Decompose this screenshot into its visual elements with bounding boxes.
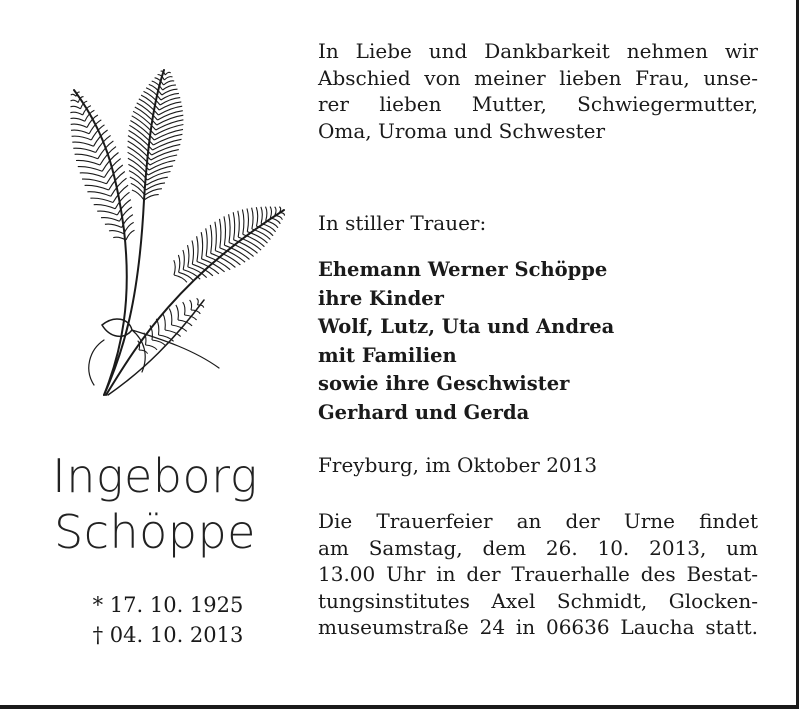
fern-leaflet	[163, 313, 166, 330]
fern-leaflet	[101, 218, 120, 222]
fern-leaflet	[174, 275, 187, 282]
fern-leaflet	[76, 160, 100, 165]
fern-leaflet	[71, 130, 89, 134]
fern-leaflet	[224, 245, 249, 259]
fern-leaflet	[275, 207, 276, 216]
fern-leaflet	[146, 345, 158, 350]
ceremony-line: Die Trauerfeier an der Urne findet	[318, 509, 758, 533]
fern-leaflet	[73, 148, 95, 152]
fern-leaflet	[201, 232, 202, 259]
fern-leaflet	[85, 185, 109, 190]
fern-leaflet	[261, 207, 262, 224]
life-dates	[58, 590, 278, 650]
fern-leaflet	[71, 100, 79, 102]
fern-leaflet	[266, 207, 267, 221]
fern-leaflet	[71, 118, 85, 121]
fern-leaflet	[82, 179, 107, 184]
fern-leaflet	[78, 167, 102, 172]
fern-leaflet	[279, 207, 280, 213]
fern-leaflet	[206, 228, 208, 256]
mourning-label: In stiller Trauer:	[318, 211, 487, 235]
fern-leaflet	[105, 224, 122, 227]
family-line: Ehemann Werner Schöppe	[318, 258, 608, 281]
fern-leaflet	[164, 77, 172, 80]
first-name: Ingeborg	[52, 449, 258, 503]
fern-leaflet	[165, 72, 171, 75]
fern-leaflet	[71, 94, 76, 96]
fern-leaflet	[164, 81, 175, 85]
fern-leaflet	[192, 241, 193, 265]
fern-leaflet	[87, 192, 110, 197]
fern-leaflet	[71, 124, 87, 127]
fern-leaflet	[224, 216, 226, 245]
fern-bouquet-icon	[44, 50, 314, 415]
ceremony-line: am Samstag, dem 26. 10. 2013, um	[318, 535, 758, 560]
fern-leaflet	[109, 231, 124, 234]
family-line: mit Familien	[318, 343, 457, 367]
family-list	[318, 256, 614, 427]
fern-leaflet	[139, 350, 148, 354]
last-name: Schöppe	[54, 505, 256, 559]
family-line: Gerhard und Gerda	[318, 400, 530, 424]
fern-leaflet	[126, 230, 135, 240]
fern-leaflet	[233, 212, 235, 240]
fern-leaflet	[178, 255, 179, 272]
intro-line: Abschied von meiner lieben Frau, unse-	[318, 65, 758, 90]
fern-leaflet	[242, 210, 244, 235]
fern-leaflet	[256, 207, 257, 226]
ceremony-line: museumstraße 24 in 06636 Laucha statt.	[318, 615, 758, 639]
fern-leaflet	[190, 300, 192, 310]
fern-leaflet	[183, 302, 185, 315]
fern-leaflet	[270, 207, 271, 219]
ceremony-line: 13.00 Uhr in der Trauerhalle des Bestat-	[318, 562, 758, 586]
fern-leaflet	[169, 309, 172, 326]
fern-leaflet	[238, 211, 240, 237]
fern-leaflet	[188, 245, 189, 267]
birth-date: * 17. 10. 1925	[92, 593, 244, 617]
fern-leaflet	[210, 225, 212, 253]
fern-leaflet	[179, 272, 194, 281]
fern-leaflet	[70, 112, 82, 115]
fern-leaflet	[174, 260, 175, 275]
death-date: † 04. 10. 2013	[92, 623, 244, 647]
intro-line: Oma, Uroma und Schwester	[318, 118, 606, 143]
fern-leaflet	[252, 208, 253, 229]
fern-leaflet	[80, 173, 105, 178]
fern-leaflet	[229, 243, 254, 257]
family-line: ihre Kinder	[318, 286, 444, 310]
fern-leaflet	[144, 195, 159, 200]
fern-leaflet	[72, 142, 93, 146]
fern-leaflet	[71, 106, 81, 109]
fern-leaflet	[176, 305, 179, 320]
fern-leaflet	[275, 215, 283, 219]
fern-leaflet	[183, 250, 184, 270]
fern-leaflet	[215, 222, 216, 251]
fern-leaflet	[279, 213, 284, 216]
fern-leaflet	[90, 198, 113, 202]
fern-leaflet	[145, 189, 162, 195]
fern-leaflet	[197, 236, 198, 261]
intro-line: In Liebe und Dankbarkeit nehmen wir	[318, 39, 758, 63]
fern-leaflet	[229, 214, 231, 242]
ceremony-line: tungsinstitutes Axel Schmidt, Glocken-	[318, 588, 758, 613]
intro-paragraph	[318, 38, 758, 144]
fern-leaflet	[97, 211, 117, 215]
fern-leaflet	[94, 205, 116, 209]
obituary-text-column	[318, 38, 758, 639]
fern-leaflet	[75, 154, 98, 159]
intro-line: rer lieben Mutter, Schwiegermutter,	[318, 92, 758, 116]
deceased-name	[20, 448, 290, 560]
place-date: Freyburg, im Oktober 2013	[318, 453, 598, 477]
fern-leaflet	[247, 209, 248, 232]
fern-leaflet	[197, 298, 199, 305]
fern-leaflet	[72, 136, 92, 140]
fern-leaflet	[220, 219, 221, 248]
ceremony-paragraph	[318, 508, 758, 641]
family-line: sowie ihre Geschwister	[318, 372, 570, 395]
family-line: Wolf, Lutz, Uta und Andrea	[318, 315, 615, 338]
